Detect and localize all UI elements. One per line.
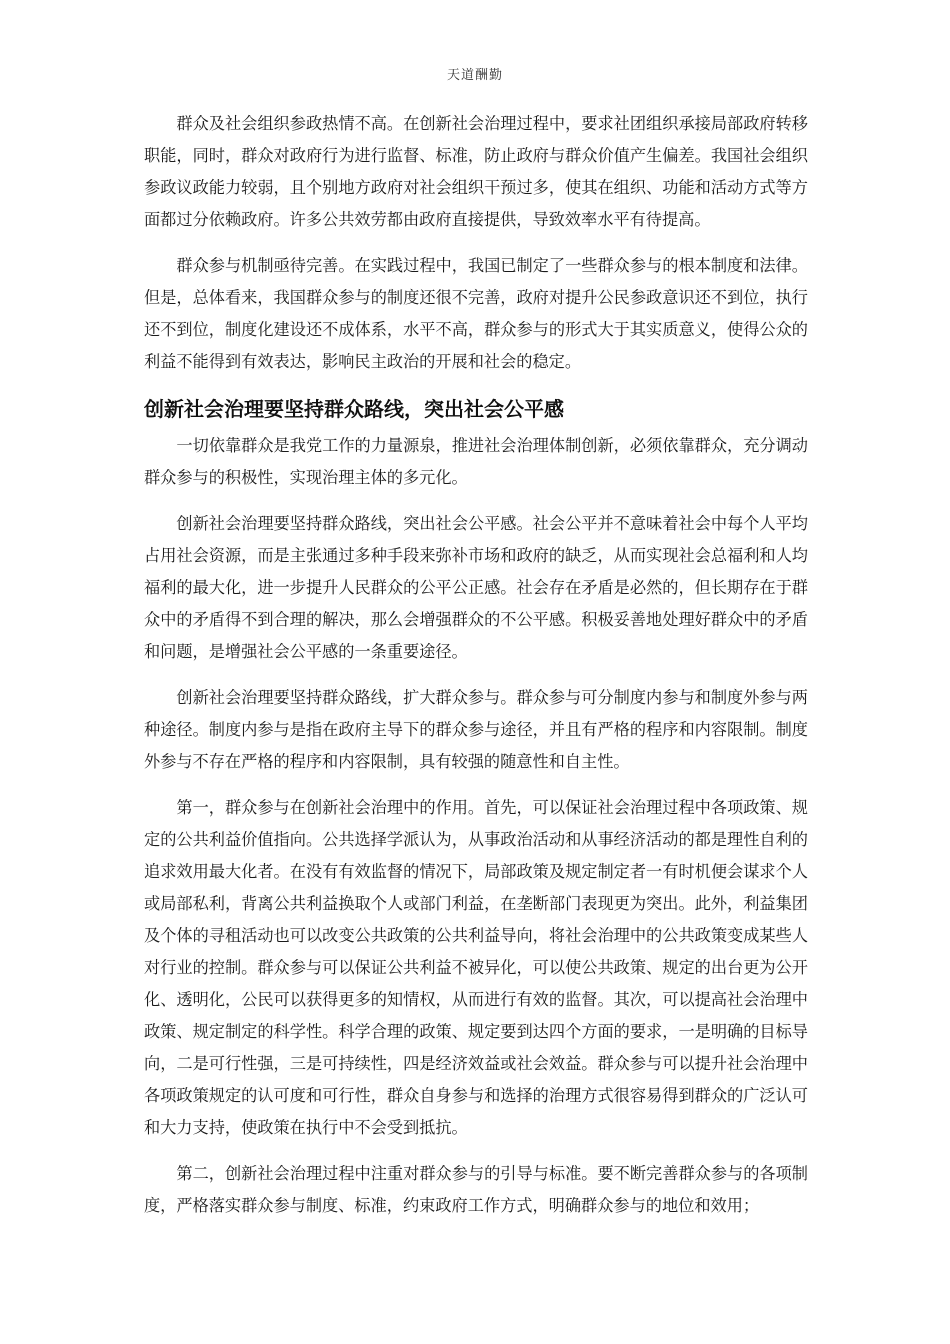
paragraph: 第二，创新社会治理过程中注重对群众参与的引导与标准。要不断完善群众参与的各项制度，严格落实群众参与制度、标准，约束政府工作方式，明确群众参与的地位和效用； (144, 1164, 808, 1215)
paragraph: 一切依靠群众是我党工作的力量源泉，推进社会治理体制创新，必须依靠群众，充分调动群众参与的积极性，实现治理主体的多元化。 (144, 436, 808, 487)
page-header: 天道酬勤 (446, 68, 503, 83)
paragraph: 群众参与机制亟待完善。在实践过程中，我国已制定了一些群众参与的根本制度和法律。但是，总体看来，我国群众参与的制度还很不完善，政府对提升公民参政意识还不到位，执行还不到位，制度化建设还不成体系，水平不高，群众参与的形式大于其实质意义，使得公众的利益不能得到有效表达，影响民主政治的开展和社会的稳定。 (144, 256, 808, 371)
section-heading: 创新社会治理要坚持群众路线，突出社会公平感 (144, 397, 564, 421)
paragraph: 第一，群众参与在创新社会治理中的作用。首先，可以保证社会治理过程中各项政策、规定的公共利益价值指向。公共选择学派认为，从事政治活动和从事经济活动的都是理性自利的追求效用最大化者。在没有有效监督的情况下，局部政策及规定制定者一有时机便会谋求个人或局部私利，背离公共利益换取个人或部门利益，在垄断部门表现更为突出。此外，利益集团及个体的寻租活动也可以改变公共政策的公共利益导向，将社会治理中的公共政策变成某些人对行业的控制。群众参与可以保证公共利益不被异化，可以使公共政策、规定的出台更为公开化、透明化，公民可以获得更多的知情权，从而进行有效的监督。其次，可以提高社会治理中政策、规定制定的科学性。科学合理的政策、规定要到达四个方面的要求，一是明确的目标导向，二是可行性强，三是可持续性，四是经济效益或社会效益。群众参与可以提升社会治理中各项政策规定的认可度和可行性，群众自身参与和选择的治理方式很容易得到群众的广泛认可和大力支持，使政策在执行中不会受到抵抗。 (144, 798, 808, 1137)
paragraph: 创新社会治理要坚持群众路线，扩大群众参与。群众参与可分制度内参与和制度外参与两种途径。制度内参与是指在政府主导下的群众参与途径，并且有严格的程序和内容限制。制度外参与不存在严格的程序和内容限制，具有较强的随意性和自主性。 (144, 688, 808, 771)
paragraph: 创新社会治理要坚持群众路线，突出社会公平感。社会公平并不意味着社会中每个人平均占用社会资源，而是主张通过多种手段来弥补市场和政府的缺乏，从而实现社会总福利和人均福利的最大化，进一步提升人民群众的公平公正感。社会存在矛盾是必然的，但长期存在于群众中的矛盾得不到合理的解决，那么会增强群众的不公平感。积极妥善地处理好群众中的矛盾和问题，是增强社会公平感的一条重要途径。 (144, 514, 808, 661)
document-body (144, 108, 808, 1236)
paragraph: 群众及社会组织参政热情不高。在创新社会治理过程中，要求社团组织承接局部政府转移职能，同时，群众对政府行为进行监督、标准，防止政府与群众价值产生偏差。我国社会组织参政议政能力较弱，且个别地方政府对社会组织干预过多，使其在组织、功能和活动方式等方面都过分依赖政府。许多公共效劳都由政府直接提供，导致效率水平有待提高。 (144, 114, 808, 229)
